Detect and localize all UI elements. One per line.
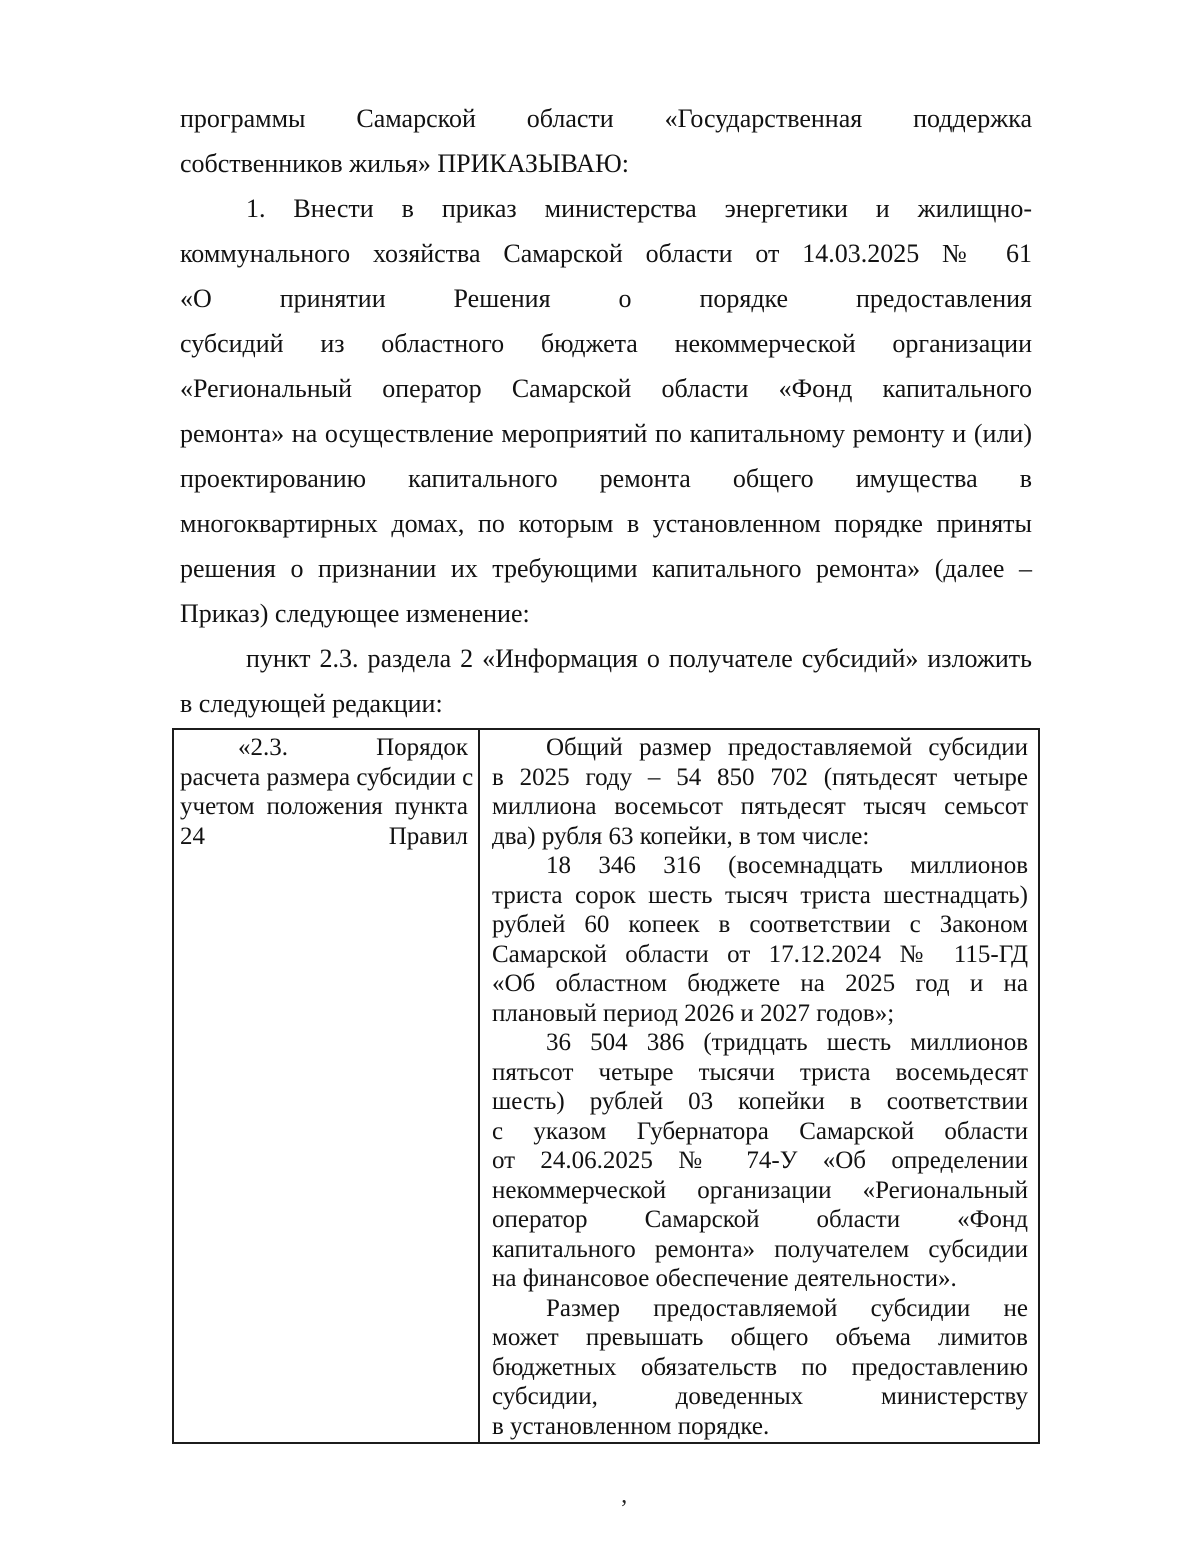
text-line: миллиона восемьсот пятьдесят тысяч семьсот	[492, 793, 1028, 820]
text-line: 1. Внести в приказ министерства энергетики и жилищно-	[246, 194, 1032, 223]
text-line: капитального ремонта» получателем субсидии	[492, 1235, 1028, 1263]
text-line: субсидий из областного бюджета некоммерческой организации	[180, 329, 1032, 358]
text-line: оператор Самарской области «Фонд	[492, 1206, 1028, 1233]
text-line: на финансовое обеспечение деятельности».	[492, 1265, 957, 1292]
text-line: программы Самарской области «Государственная поддержка	[180, 104, 1032, 133]
text-line: Размер предоставляемой субсидии не	[546, 1294, 1028, 1322]
text-line: Приказ) следующее изменение:	[180, 599, 530, 628]
text-line: субсидии, доведенных министерству	[492, 1383, 1028, 1410]
text-line: 24 Правил	[180, 822, 468, 850]
text-line: в установленном порядке.	[492, 1412, 770, 1440]
right-cell-paragraph-total	[492, 733, 1028, 851]
text-line: Общий размер предоставляемой субсидии	[546, 734, 1028, 761]
text-line: ремонта» на осуществление мероприятий по капитальному ремонту и (или)	[180, 419, 1032, 448]
text-line: в следующей редакции:	[180, 689, 443, 718]
right-cell-paragraph-governor-decree	[492, 1028, 1028, 1294]
left-cell-paragraph	[180, 733, 474, 851]
text-line: «Об областном бюджете на 2025 год и на	[492, 970, 1028, 997]
text-line: плановый период 2026 и 2027 годов»;	[492, 999, 895, 1027]
right-cell-paragraph-limits	[492, 1294, 1028, 1442]
paragraph-program-intro	[180, 96, 1032, 186]
text-line: «Региональный оператор Самарской области «Фонд капитального	[180, 374, 1032, 403]
text-line: 18 346 316 (восемнадцать миллионов	[546, 852, 1028, 879]
body-text	[180, 96, 1032, 726]
text-line: проектированию капитального ремонта общего имущества в	[180, 464, 1032, 493]
text-line: пятьсот четыре тысячи триста восемьдесят	[492, 1058, 1028, 1086]
text-line: может превышать общего объема лимитов	[492, 1324, 1028, 1351]
text-line: в 2025 году – 54 850 702 (пятьдесят четыре	[492, 763, 1028, 791]
text-line: решения о признании их требующими капитального ремонта» (далее –	[180, 554, 1032, 583]
paragraph-order-item-1	[180, 186, 1032, 636]
text-line: «2.3. Порядок	[238, 734, 468, 761]
stray-scan-mark: ’	[620, 1496, 628, 1522]
text-line: многоквартирных домах, по которым в установленном порядке приняты	[180, 509, 1032, 538]
table-cell-right	[480, 730, 1038, 1442]
text-line: триста сорок шесть тысяч триста шестнадцать)	[492, 881, 1028, 909]
text-line: с указом Губернатора Самарской области	[492, 1117, 1028, 1145]
text-line: коммунального хозяйства Самарской области от 14.03.2025 № 61	[180, 239, 1032, 268]
text-line: от 24.06.2025 № 74-У «Об определении	[492, 1147, 1028, 1174]
text-line: Самарской области от 17.12.2024 № 115-ГД	[492, 940, 1028, 968]
table-cell-left	[174, 730, 480, 1442]
text-line: бюджетных обязательств по предоставлению	[492, 1353, 1028, 1381]
right-cell-paragraph-law-budget	[492, 851, 1028, 1028]
text-line: пункт 2.3. раздела 2 «Информация о получателе субсидий» изложить	[246, 644, 1032, 673]
amendment-table	[172, 728, 1040, 1444]
text-line: шесть) рублей 03 копейки в соответствии	[492, 1088, 1028, 1115]
text-line: 36 504 386 (тридцать шесть миллионов	[546, 1029, 1028, 1056]
text-line: расчета размера субсидии с	[180, 763, 474, 791]
text-line: учетом положения пункта	[180, 793, 468, 820]
text-line: собственников жилья» ПРИКАЗЫВАЮ:	[180, 149, 629, 178]
text-line: «О принятии Решения о порядке предоставления	[180, 284, 1032, 313]
paragraph-point-2-3-intro	[180, 636, 1032, 726]
text-line: некоммерческой организации «Региональный	[492, 1176, 1028, 1204]
text-line: рублей 60 копеек в соответствии с Законом	[492, 911, 1028, 938]
text-line: два) рубля 63 копейки, в том числе:	[492, 822, 870, 850]
